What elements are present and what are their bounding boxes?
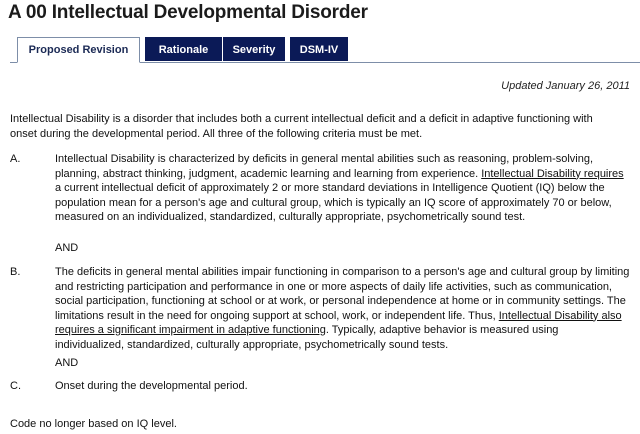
criterion-underlined-text: Intellectual Disability also requires a significant impairment in adaptive functioning: [55, 309, 622, 336]
criterion-text-part: . Typically, adaptive behavior is measured using individualized, standardized, culturally appropriate, psychometrically sound tests.: [55, 324, 559, 351]
criterion-text: Onset during the developmental period.: [55, 380, 248, 392]
criterion-underlined-text: Intellectual Disability requires: [481, 167, 624, 180]
criterion-letter: C.: [10, 380, 21, 392]
criterion-text-part: Intellectual Disability is characterized by deficits in general mental abilities such as reasoning, problem-solving, planning, abstract thinking, judgment, academic learning and learning from experience.: [55, 153, 594, 180]
intro-paragraph: Intellectual Disability is a disorder that includes both a current intellectual deficit and a deficit in adaptive functioning with onset during the developmental period. All three of the following criteria must be met.: [10, 113, 593, 140]
criterion-text-part: a current intellectual deficit of approximately 2 or more standard deviations in Intelligence Quotient (IQ) below the population mean for a person's age and cultural group, which is typically an IQ score of approximately 70 or below, measured on an individualized, standardized, culturally appropriate, psychometrically sound test.: [55, 182, 612, 223]
criterion-letter: A.: [10, 153, 21, 165]
and-connector: AND: [55, 242, 79, 254]
updated-date: Updated January 26, 2011: [501, 80, 630, 92]
tab-dsm-iv[interactable]: DSM-IV: [290, 37, 348, 61]
tab-rationale[interactable]: Rationale: [145, 37, 222, 61]
page-title: A 00 Intellectual Developmental Disorder: [8, 2, 368, 23]
and-connector: AND: [55, 357, 79, 369]
tab-severity[interactable]: Severity: [223, 37, 285, 61]
criterion-text: [55, 265, 630, 352]
criterion-letter: B.: [10, 266, 21, 278]
tab-bar: [0, 37, 640, 63]
tab-proposed-revision[interactable]: Proposed Revision: [17, 37, 140, 63]
footer-note: Code no longer based on IQ level.: [10, 418, 177, 430]
criterion-text: [55, 152, 630, 225]
criterion-text-part: The deficits in general mental abilities impair functioning in comparison to a person's age and cultural group by limiting and restricting participation and performance in one or more aspects of daily life activities, such as communication, social participation, functioning at school or at work, or personal independence at home or in community settings. The limitations result in the need for ongoing support at school, work, or independent life. Thus,: [55, 266, 630, 322]
